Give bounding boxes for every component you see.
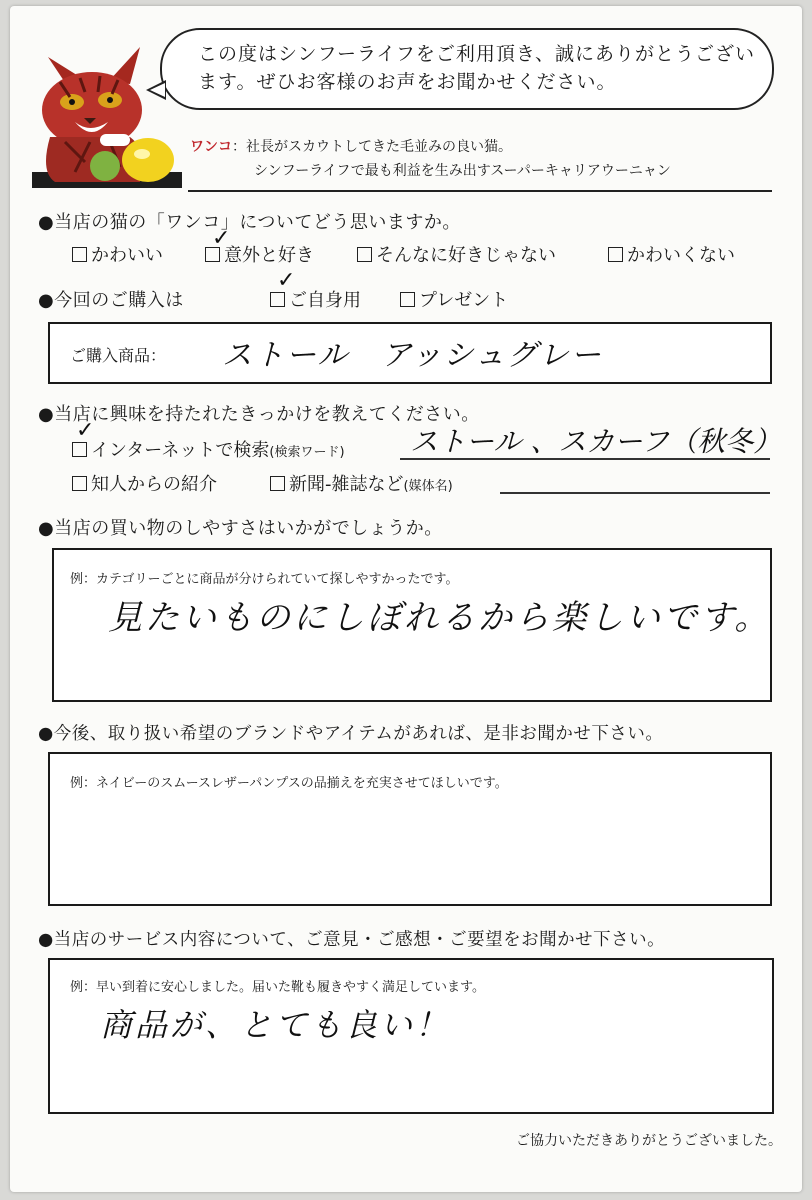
footer-thanks: ご協力いただきありがとうございました。 [516, 1133, 782, 1149]
media-name-underline [500, 492, 770, 494]
purchase-answer: ストール アッシュグレー [222, 338, 603, 373]
search-word-answer: ストール 、スカーフ（秋冬） [410, 425, 781, 458]
q4-label: ●当店の買い物のしやすさはいかがでしょうか。 [38, 518, 443, 539]
q2-option-1[interactable]: ご自身用 [270, 286, 361, 312]
checkbox[interactable] [357, 247, 372, 262]
q3-option-media[interactable]: 新聞-雑誌など(媒体名) [270, 470, 453, 496]
checkbox[interactable] [400, 292, 415, 307]
mascot-desc-line2: シンフーライフで最も利益を生み出すスーパーキャリアウーニャン [254, 163, 671, 179]
checkbox[interactable] [72, 476, 87, 491]
checkbox[interactable] [608, 247, 623, 262]
checkmark-icon: ✓ [212, 226, 231, 251]
checkbox[interactable] [270, 476, 285, 491]
search-word-underline [400, 458, 770, 460]
q1-label: ●当店の猫の「ワンコ」についてどう思いますか。 [38, 212, 461, 233]
q2-label: ●今回のご購入は [38, 290, 184, 311]
purchase-label: ご購入商品： [70, 346, 167, 365]
checkmark-icon: ✓ [277, 268, 296, 293]
q2-option-2[interactable]: プレゼント [400, 286, 508, 312]
checkbox[interactable] [270, 292, 285, 307]
greeting-text: この度はシンフーライフをご利用頂き、誠にありがとうございます。ぜひお客様のお声をお聞かせください。 [198, 43, 756, 93]
q3-option-referral[interactable]: 知人からの紹介 [72, 470, 217, 496]
checkbox[interactable] [72, 442, 87, 457]
mascot-name: ワンコ [190, 139, 232, 155]
q4-example: 例：カテゴリーごとに商品が分けられていて探しやすかったです。 [70, 572, 459, 587]
q1-option-4[interactable]: かわいくない [608, 241, 735, 267]
checkbox[interactable] [72, 247, 87, 262]
mascot-description [190, 135, 770, 183]
checkmark-icon: ✓ [76, 418, 95, 443]
speech-bubble-tail-inner [150, 83, 165, 97]
mascot-desc-line1: ：社長がスカウトしてきた毛並みの良い猫。 [232, 139, 512, 155]
q5-label: ●今後、取り扱い希望のブランドやアイテムがあれば、是非お聞かせ下さい。 [38, 724, 664, 744]
q6-label: ●当店のサービス内容について、ご意見・ご感想・ご要望をお聞かせ下さい。 [38, 930, 666, 950]
mascot-rule [188, 190, 772, 192]
q3-option-internet[interactable]: インターネットで検索(検索ワード) [72, 436, 345, 462]
q1-option-1[interactable]: かわいい [72, 241, 163, 267]
q6-answer: 商品が、とても良い！ [100, 1006, 451, 1044]
q4-answer: 見たいものにしぼれるから楽しいです。 [108, 598, 772, 638]
q1-option-3[interactable]: そんなに好きじゃない [357, 241, 556, 267]
q6-example: 例：早い到着に安心しました。届いた靴も履きやすく満足しています。 [70, 980, 485, 995]
q1-option-2[interactable]: 意外と好き [205, 241, 314, 267]
q5-example: 例：ネイビーのスムースレザーパンプスの品揃えを充実させてほしいです。 [70, 776, 508, 791]
q3-label: ●当店に興味を持たれたきっかけを教えてください。 [38, 404, 480, 425]
